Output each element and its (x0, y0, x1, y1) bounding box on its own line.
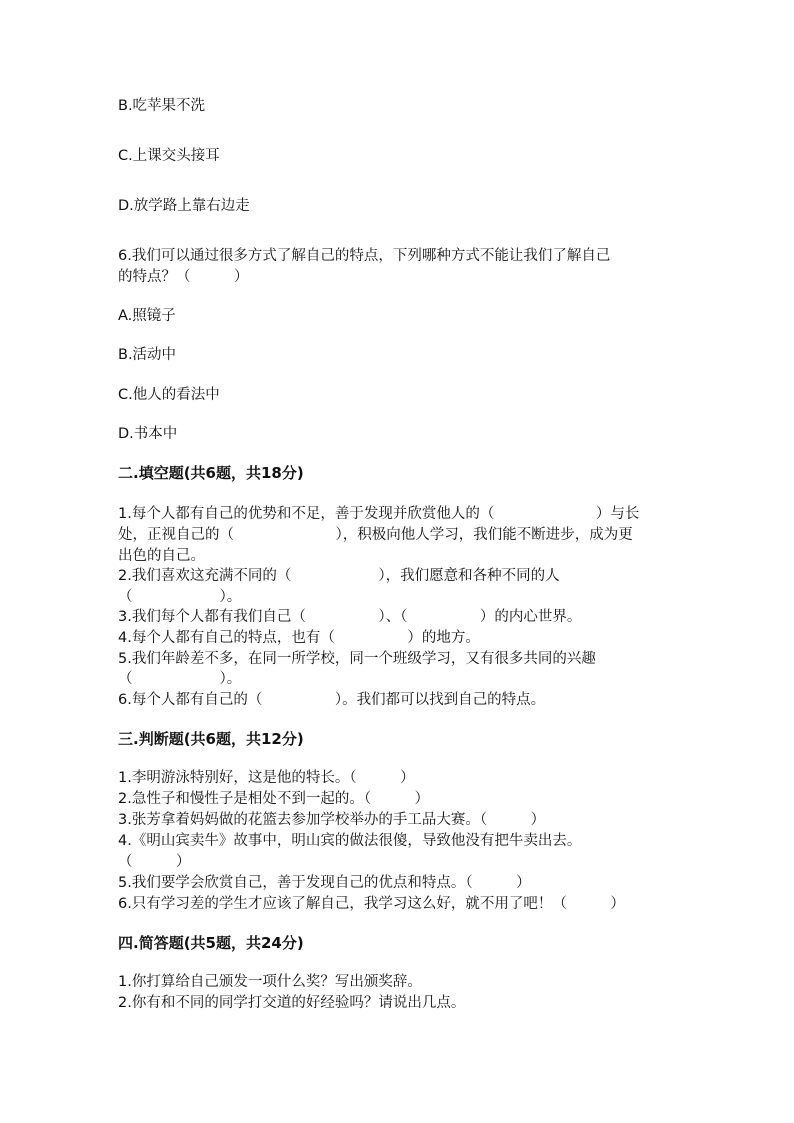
q6-option-a: A.照镜子 (118, 308, 176, 324)
judge-line: 1.李明游泳特别好，这是他的特长。（ ） (118, 770, 415, 786)
q5-option-c: C.上课交头接耳 (118, 148, 220, 164)
fill-line: 出色的自己。 (118, 548, 205, 564)
fill-line: （ ）。 (118, 589, 242, 605)
fill-line: 2.我们喜欢这充满不同的（ ），我们愿意和各种不同的人 (118, 568, 560, 584)
judge-line: 4.《明山宾卖牛》故事中，明山宾的做法很傻，导致他没有把牛卖出去。 (118, 833, 582, 849)
q6-option-b: B.活动中 (118, 347, 177, 363)
q6-option-d: D.书本中 (118, 426, 178, 442)
fill-line: 5.我们年龄差不多，在同一所学校，同一个班级学习，又有很多共同的兴趣 (118, 651, 596, 667)
fill-line: 3.我们每个人都有我们自己（ ）、（ ）的内心世界。 (118, 609, 582, 625)
judge-line: 5.我们要学会欣赏自己，善于发现自己的优点和特点。（ ） (118, 875, 531, 891)
fill-line: 6.每个人都有自己的（ ）。我们都可以找到自己的特点。 (118, 692, 546, 708)
fill-line: 1.每个人都有自己的优势和不足，善于发现并欣赏他人的（ ）与长 (118, 506, 640, 522)
section-title-short-answer: 四.简答题(共5题，共24分) (118, 934, 304, 952)
q5-option-d: D.放学路上靠右边走 (118, 198, 250, 214)
section-title-fill-blank: 二.填空题(共6题，共18分) (118, 464, 304, 482)
fill-line: （ ）。 (118, 671, 242, 687)
judge-line: （ ） (118, 854, 191, 870)
section-title-true-false: 三.判断题(共6题，共12分) (118, 730, 304, 748)
short-answer-line: 2.你有和不同的同学打交道的好经验吗？请说出几点。 (118, 995, 466, 1011)
q6-stem-line1: 6.我们可以通过很多方式了解自己的特点，下列哪种方式不能让我们了解自己 (118, 248, 611, 264)
fill-line: 处，正视自己的（ ），积极向他人学习，我们能不断进步，成为更 (118, 527, 633, 543)
q5-option-b: B.吃苹果不洗 (118, 98, 206, 114)
q6-option-c: C.他人的看法中 (118, 387, 220, 403)
short-answer-line: 1.你打算给自己颁发一项什么奖？写出颁奖辞。 (118, 974, 422, 990)
fill-line: 4.每个人都有自己的特点，也有（ ）的地方。 (118, 630, 480, 646)
judge-line: 3.张芳拿着妈妈做的花篮去参加学校举办的手工品大赛。（ ） (118, 812, 546, 828)
q6-stem-line2: 的特点？（ ） (118, 269, 249, 285)
judge-line: 2.急性子和慢性子是相处不到一起的。（ ） (118, 791, 430, 807)
judge-line: 6.只有学习差的学生才应该了解自己，我学习这么好，就不用了吧！（ ） (118, 896, 625, 912)
